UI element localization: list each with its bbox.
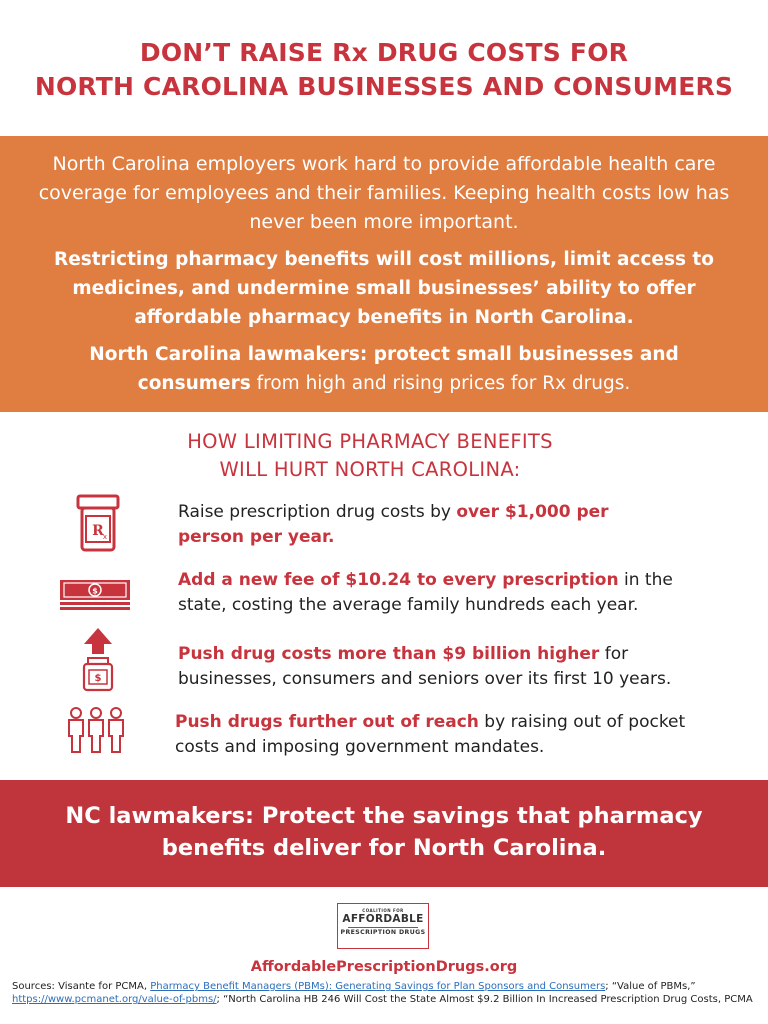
sources-mid: ; “Value of PBMs,” bbox=[605, 981, 696, 992]
impact-item-1-pre: Raise prescription drug costs by bbox=[178, 502, 457, 522]
source-link-value-of-pbms[interactable]: https://www.pcmanet.org/value-of-pbms/ bbox=[12, 994, 217, 1005]
logo-divider bbox=[348, 927, 418, 928]
svg-text:$: $ bbox=[92, 586, 98, 596]
money-stack-icon bbox=[58, 578, 132, 618]
impact-item-3-post: for businesses, consumers and seniors over its first 10 years. bbox=[178, 644, 672, 689]
impact-item-2-highlight: Add a new fee of $10.24 to every prescription bbox=[178, 570, 619, 590]
section-heading-line-2: WILL HURT NORTH CAROLINA: bbox=[219, 458, 521, 481]
coalition-logo bbox=[337, 903, 429, 949]
logo-big-text: AFFORDABLE bbox=[342, 913, 424, 925]
section-heading-line-1: HOW LIMITING PHARMACY BENEFITS bbox=[187, 430, 553, 453]
sources-suffix: ; “North Carolina HB 246 Will Cost the State Almost $9.2 Billion In Increased Prescription Drug Costs, PCMA bbox=[216, 994, 753, 1005]
impact-item-1-highlight: over $1,000 per person per year. bbox=[178, 502, 609, 547]
cta-line-1: NC lawmakers: Protect the savings that pharmacy bbox=[65, 803, 703, 829]
logo-small-text: COALITION FOR bbox=[362, 908, 404, 913]
title-line-2: NORTH CAROLINA BUSINESSES AND CONSUMERS bbox=[34, 72, 734, 101]
impact-item-4-highlight: Push drugs further out of reach bbox=[175, 712, 479, 732]
impact-item-2-text bbox=[178, 568, 698, 618]
intro-band bbox=[0, 136, 768, 412]
impact-item-3-text bbox=[178, 642, 708, 692]
cta-line-2: benefits deliver for North Carolina. bbox=[161, 835, 607, 861]
website-link[interactable]: AffordablePrescriptionDrugs.org bbox=[250, 959, 518, 975]
impact-item-3 bbox=[0, 624, 768, 694]
intro-paragraph-1: North Carolina employers work hard to provide affordable health care coverage for employees and their families. Keeping health costs low has never been more important. bbox=[38, 153, 730, 233]
impact-item-2-post: in the state, costing the average family hundreds each year. bbox=[178, 570, 673, 615]
rising-cost-bottle-icon bbox=[80, 626, 116, 696]
intro-p3-bold: North Carolina lawmakers: protect small businesses and consumers bbox=[89, 344, 679, 394]
call-to-action-band bbox=[0, 780, 768, 887]
logo-sub-text: PRESCRIPTION DRUGS bbox=[340, 929, 426, 936]
rx-bottle-icon bbox=[76, 494, 120, 556]
sources-footnote bbox=[12, 980, 757, 1006]
section-heading bbox=[150, 428, 590, 484]
impact-item-3-highlight: Push drug costs more than $9 billion higher bbox=[178, 644, 600, 664]
intro-paragraph-3 bbox=[30, 340, 738, 398]
intro-paragraph-2: Restricting pharmacy benefits will cost millions, limit access to medicines, and undermine small businesses’ ability to offer affordable pharmacy benefits in North Carolina. bbox=[54, 249, 714, 328]
people-group-icon bbox=[66, 706, 126, 758]
intro-p3-rest: from high and rising prices for Rx drugs. bbox=[250, 373, 631, 394]
impact-item-4 bbox=[0, 700, 768, 764]
source-link-pbm-report[interactable]: Pharmacy Benefit Managers (PBMs): Generating Savings for Plan Sponsors and Consumers bbox=[150, 981, 606, 992]
impact-item-2 bbox=[0, 566, 768, 626]
title-line-1: DON’T RAISE Rx DRUG COSTS FOR bbox=[139, 38, 629, 67]
svg-text:x: x bbox=[102, 533, 108, 541]
impact-item-4-text bbox=[175, 710, 705, 760]
page-title bbox=[0, 36, 768, 104]
svg-text:R: R bbox=[92, 523, 104, 539]
impact-item-1 bbox=[0, 490, 768, 560]
impact-item-1-text bbox=[178, 500, 678, 550]
sources-prefix: Sources: Visante for PCMA, bbox=[12, 981, 151, 992]
impact-item-4-post: by raising out of pocket costs and imposing government mandates. bbox=[175, 712, 686, 757]
svg-text:$: $ bbox=[94, 673, 102, 684]
